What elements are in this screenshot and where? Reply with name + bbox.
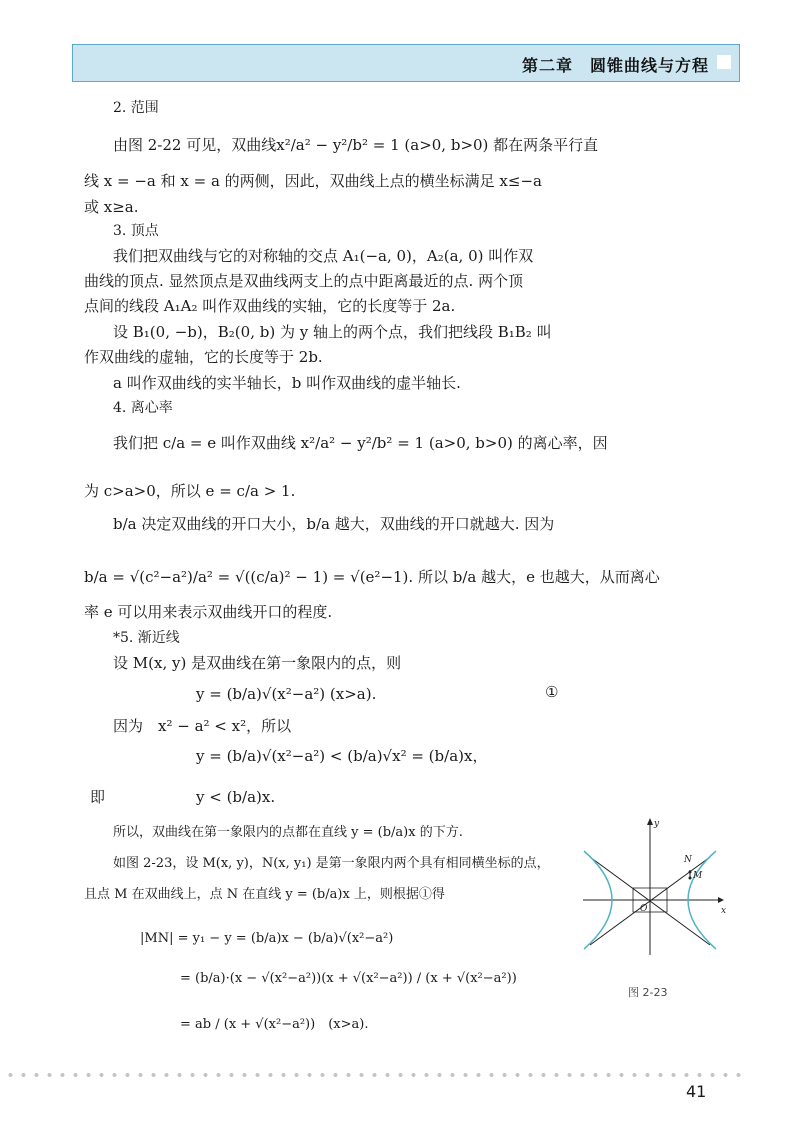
- point-n: [689, 871, 692, 874]
- text-line: a 叫作双曲线的实半轴长，b 叫作双曲线的虚半轴长.: [113, 374, 461, 392]
- text-line: 我们把 c/a = e 叫作双曲线 x²/a² − y²/b² = 1 (a>0, b>0) 的离心率，因: [113, 434, 608, 452]
- text-line: 曲线的顶点. 显然顶点是双曲线两支上的点中距离最近的点. 两个顶: [84, 272, 524, 290]
- text-line: 如图 2-23，设 M(x, y)，N(x, y₁) 是第一象限内两个具有相同横坐标的点，: [113, 856, 550, 871]
- text-line: 因为 x² − a² < x²，所以: [113, 717, 292, 735]
- text-line: b/a = √(c²−a²)/a² = √((c/a)² − 1) = √(e²−1). 所以 b/a 越大，e 也越大，从而离心: [84, 568, 660, 586]
- text-line: 由图 2-22 可见，双曲线x²/a² − y²/b² = 1 (a>0, b>0) 都在两条平行直: [113, 136, 599, 154]
- point-n-label: N: [684, 855, 692, 865]
- formula-line: |MN| = y₁ − y = (b/a)x − (b/a)√(x²−a²): [140, 931, 394, 946]
- text-line: 点间的线段 A₁A₂ 叫作双曲线的实轴，它的长度等于 2a.: [84, 297, 456, 315]
- hyperbola-figure: [578, 815, 728, 960]
- x-axis-label: x: [721, 906, 727, 916]
- section-heading-vertex: 3. 顶点: [113, 223, 159, 239]
- y-axis-label: y: [654, 819, 660, 829]
- text-line: 我们把双曲线与它的对称轴的交点 A₁(−a, 0)，A₂(a, 0) 叫作双: [113, 247, 534, 265]
- page-number: 41: [686, 1082, 707, 1101]
- formula-line: = (b/a)·(x − √(x²−a²))(x + √(x²−a²)) / (x + √(x²−a²)): [180, 971, 517, 986]
- section-heading-range: 2. 范围: [113, 100, 159, 116]
- equation-marker: ①: [545, 683, 559, 701]
- section-heading-asymptote: *5. 渐近线: [113, 630, 180, 646]
- section-heading-eccentricity: 4. 离心率: [113, 400, 173, 416]
- formula-line: = ab / (x + √(x²−a²)) (x>a).: [180, 1017, 369, 1032]
- point-m: [689, 877, 692, 880]
- chapter-title: 第二章 圆锥曲线与方程: [521, 56, 709, 75]
- origin-label: O: [640, 904, 648, 914]
- text-line: 且点 M 在双曲线上，点 N 在直线 y = (b/a)x 上，则根据①得: [84, 887, 445, 902]
- text-line: 线 x = −a 和 x = a 的两侧，因此，双曲线上点的横坐标满足 x≤−a: [84, 172, 542, 190]
- text-line: 设 M(x, y) 是双曲线在第一象限内的点，则: [113, 654, 402, 672]
- text-line: 作双曲线的虚轴，它的长度等于 2b.: [84, 348, 323, 366]
- point-m-label: M: [693, 871, 703, 881]
- y-axis-arrow: [647, 818, 653, 825]
- formula-line: y = (b/a)√(x²−a²) < (b/a)√x² = (b/a)x，: [196, 747, 488, 765]
- text-line: 率 e 可以用来表示双曲线开口的程度.: [84, 603, 333, 621]
- header-corner-square: [717, 55, 731, 69]
- footer-dotted-rule: [4, 1072, 749, 1078]
- text-line: 所以，双曲线在第一象限内的点都在直线 y = (b/a)x 的下方.: [113, 825, 463, 840]
- figure-caption: 图 2-23: [628, 986, 668, 999]
- text-line: 或 x≥a.: [84, 198, 139, 216]
- formula-line: y = (b/a)√(x²−a²) (x>a).: [196, 685, 377, 703]
- text-line: 设 B₁(0, −b)，B₂(0, b) 为 y 轴上的两个点，我们把线段 B₁B₂ 叫: [113, 323, 552, 341]
- formula-line: y < (b/a)x.: [196, 788, 276, 806]
- text-line: 即: [90, 788, 106, 806]
- text-line: b/a 决定双曲线的开口大小，b/a 越大，双曲线的开口就越大. 因为: [113, 515, 555, 533]
- chapter-header: [72, 44, 740, 82]
- x-axis-arrow: [718, 897, 724, 903]
- text-line: 为 c>a>0，所以 e = c/a > 1.: [84, 482, 296, 500]
